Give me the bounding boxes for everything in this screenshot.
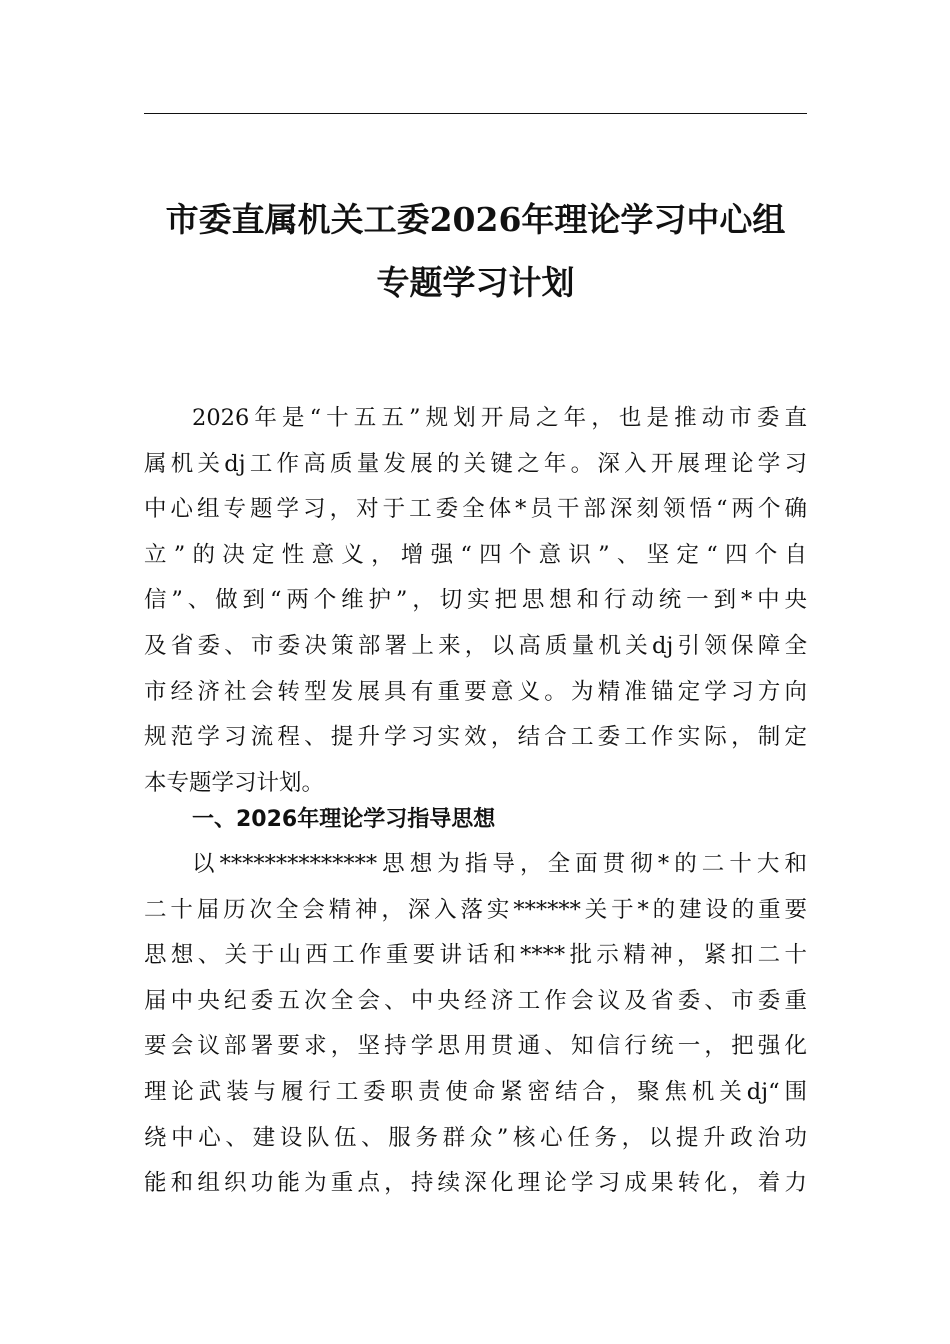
paragraph-line: 2026年是“十五五”规划开局之年，也是推动市委直 [192,405,807,431]
intro-paragraph [144,396,807,806]
section-heading-guiding-ideology: 一、2026年理论学习指导思想 [192,807,496,832]
paragraph-line: 立”的决定性意义，增强“四个意识”、坚定“四个自 [144,541,807,568]
paragraph-line: 信”、做到“两个维护”，切实把思想和行动统一到*中央 [144,587,807,614]
document-title-line-1: 市委直属机关工委2026年理论学习中心组 [165,200,786,239]
paragraph-line: 市经济社会转型发展具有重要意义。为精准锚定学习方向 [144,678,807,705]
paragraph-line: 本专题学习计划。 [144,769,325,796]
guiding-ideology-paragraph [144,842,807,1207]
document-title-line-2: 专题学习计划 [376,263,575,302]
paragraph-line: 二十届历次全会精神，深入落实******关于*的建设的重要 [144,896,807,923]
header-rule [144,113,807,114]
paragraph-line: 能和组织功能为重点，持续深化理论学习成果转化，着力 [144,1170,807,1197]
paragraph-line: 属机关dj工作高质量发展的关键之年。深入开展理论学习 [144,450,807,477]
paragraph-line: 绕中心、建设队伍、服务群众”核心任务，以提升政治功 [144,1124,807,1151]
paragraph-line: 中心组专题学习，对于工委全体*员干部深刻领悟“两个确 [144,496,807,523]
paragraph-line: 思想、关于山西工作重要讲话和****批示精神，紧扣二十 [144,942,807,969]
paragraph-line: 要会议部署要求，坚持学思用贯通、知信行统一，把强化 [144,1033,807,1060]
paragraph-line: 理论武装与履行工委职责使命紧密结合，聚焦机关dj“围 [144,1078,807,1105]
paragraph-line: 及省委、市委决策部署上来，以高质量机关dj引领保障全 [144,632,807,659]
paragraph-line: 规范学习流程、提升学习实效，结合工委工作实际，制定 [144,724,807,751]
paragraph-line: 以**************思想为指导，全面贯彻*的二十大和 [192,851,807,877]
paragraph-line: 届中央纪委五次全会、中央经济工作会议及省委、市委重 [144,987,807,1014]
